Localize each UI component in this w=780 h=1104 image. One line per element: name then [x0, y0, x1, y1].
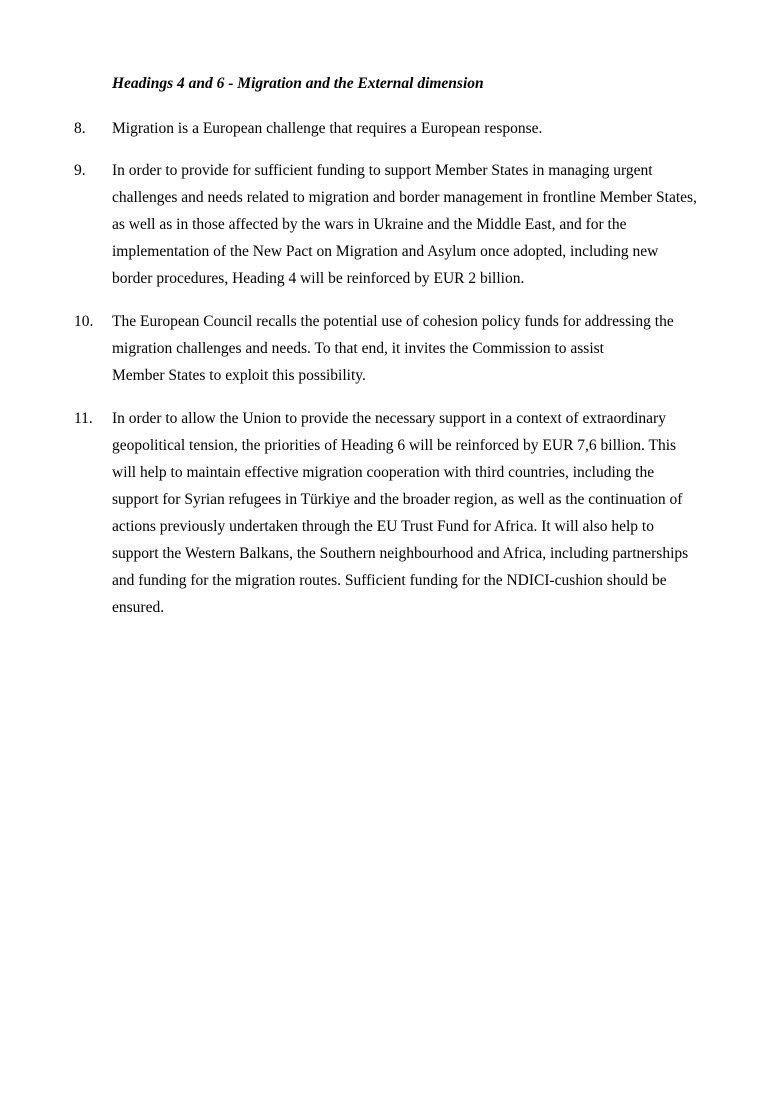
- paragraph-text: [112, 405, 712, 621]
- paragraph-10: [74, 308, 714, 389]
- text-line: Migration is a European challenge that requires a European response.: [112, 120, 543, 137]
- text-line: implementation of the New Pact on Migration and Asylum once adopted, including new: [112, 243, 659, 260]
- text-line: geopolitical tension, the priorities of Heading 6 will be reinforced by EUR 7,6 billion. This: [112, 437, 677, 454]
- text-line: challenges and needs related to migration and border management in frontline Member States,: [112, 189, 697, 206]
- paragraph-11: [74, 405, 714, 621]
- text-line: actions previously undertaken through the EU Trust Fund for Africa. It will also help to: [112, 518, 654, 535]
- paragraph-number: 9.: [74, 162, 86, 179]
- paragraph-text: [112, 308, 712, 389]
- paragraph-number: 11.: [74, 410, 93, 427]
- text-line: migration challenges and needs. To that end, it invites the Commission to assist: [112, 340, 604, 357]
- text-line: ensured.: [112, 599, 165, 616]
- text-line: will help to maintain effective migration cooperation with third countries, including the: [112, 464, 655, 481]
- text-line: as well as in those affected by the wars in Ukraine and the Middle East, and for the: [112, 216, 627, 233]
- paragraph-text: [112, 115, 712, 142]
- paragraph-text: [112, 157, 712, 292]
- text-line: support for Syrian refugees in Türkiye and the broader region, as well as the continuation of: [112, 491, 683, 508]
- text-line: The European Council recalls the potential use of cohesion policy funds for addressing the: [112, 313, 674, 330]
- paragraph-8: [74, 115, 714, 142]
- text-line: support the Western Balkans, the Southern neighbourhood and Africa, including partnerships: [112, 545, 689, 562]
- section-heading: Headings 4 and 6 - Migration and the External dimension: [112, 75, 484, 92]
- paragraph-number: 8.: [74, 120, 86, 137]
- paragraph-9: [74, 157, 714, 292]
- text-line: Member States to exploit this possibility.: [112, 367, 366, 384]
- text-line: In order to provide for sufficient funding to support Member States in managing urgent: [112, 162, 653, 179]
- text-line: and funding for the migration routes. Sufficient funding for the NDICI-cushion should be: [112, 572, 667, 589]
- text-line: In order to allow the Union to provide the necessary support in a context of extraordinary: [112, 410, 666, 427]
- paragraph-number: 10.: [74, 313, 94, 330]
- text-line: border procedures, Heading 4 will be reinforced by EUR 2 billion.: [112, 270, 525, 287]
